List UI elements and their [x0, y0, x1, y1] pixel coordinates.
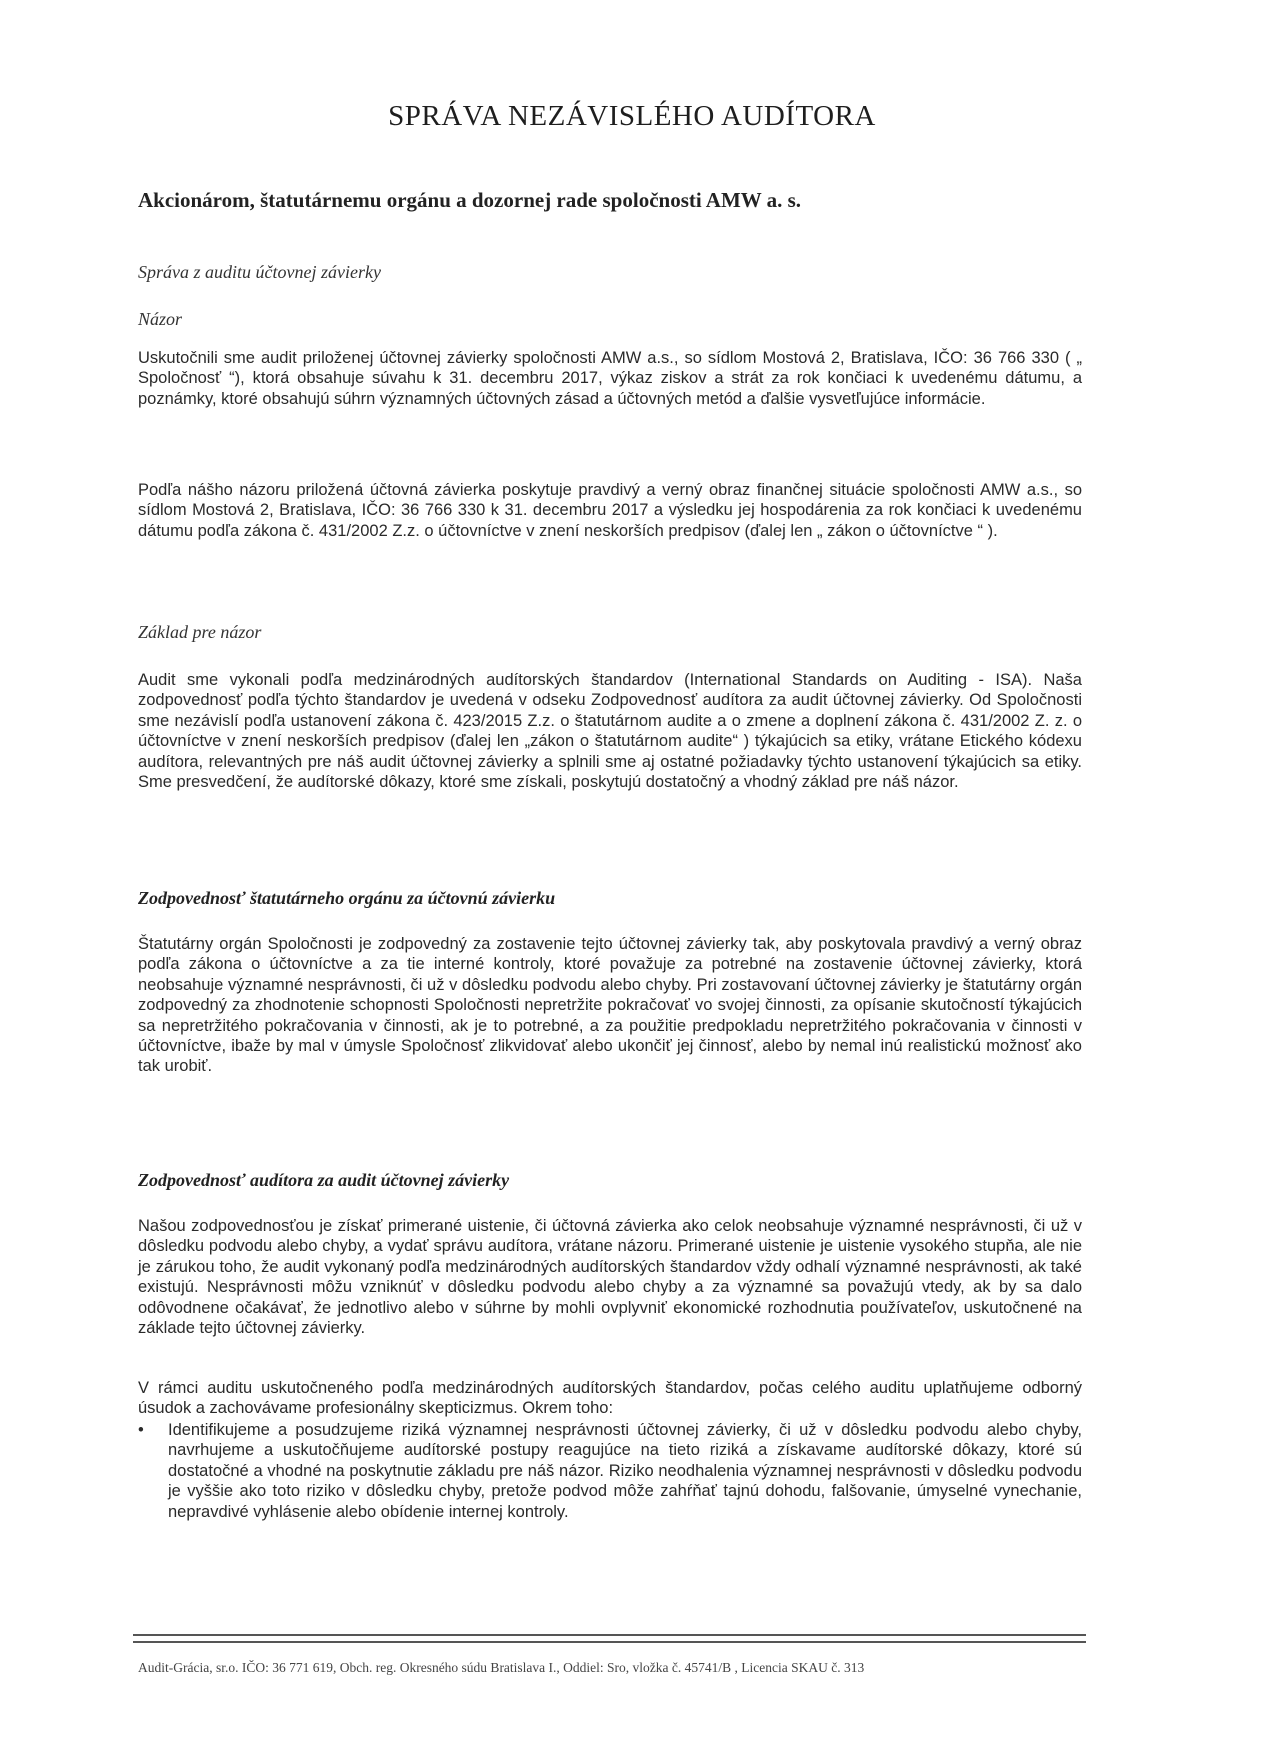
opinion-paragraph-2: Podľa nášho názoru priložená účtovná závierka poskytuje pravdivý a verný obraz finančnej situácie spoločnosti AMW a.s., so sídlom Mostová 2, Bratislava, IČO: 36 766 330 k 31. decembru 2017 a výsledku jej hospodárenia za rok končiaci k uvedenému dátumu podľa zákona č. 431/2002 Z.z. o účtovníctve v znení neskorších predpisov (ďalej len „ zákon o účtovníctve “ ).: [138, 481, 1082, 540]
heading-statutory-responsibility: Zodpovednosť štatutárneho orgánu za účtovnú závierku: [138, 888, 556, 908]
opinion-paragraph-1: Uskutočnili sme audit priloženej účtovnej závierky spoločnosti AMW a.s., so sídlom Mostová 2, Bratislava, IČO: 36 766 330 ( „ Spoločnosť “), ktorá obsahuje súvahu k 31. decembru 2017, výkaz ziskov a strát za rok končiaci k uvedenému dátumu, a poznámky, ktoré obsahujú súhrn významných účtovných zásad a účtovných metód a ďalšie vysvetľujúce informácie.: [138, 349, 1082, 408]
list-item-text: Identifikujeme a posudzujeme riziká významnej nesprávnosti účtovnej závierky, či už v dôsledku podvodu alebo chyby, navrhujeme a uskutočňujeme audítorské postupy reagujúce na tieto riziká a získavame audítorské dôkazy, ktoré sú dostatočné a vhodné na poskytnutie základu pre náš názor. Riziko neodhalenia významnej nesprávnosti v dôsledku podvodu je vyššie ako toto riziko v dôsledku chyby, pretože podvod môže zahŕňať tajnú dohodu, falšovanie, úmyselné vynechanie, nepravdivé vyhlásenie alebo obídenie internej kontroly.: [168, 1421, 1082, 1521]
footer-company-info: Audit-Grácia, sr.o. IČO: 36 771 619, Obch. reg. Okresného súdu Bratislava I., Oddiel: Sro, vložka č. 45741/B , Licencia SKAU č. 313: [138, 1660, 865, 1675]
addressee-line: Akcionárom, štatutárnemu orgánu a dozornej rade spoločnosti AMW a. s.: [138, 188, 802, 212]
heading-report: Správa z auditu účtovnej závierky: [138, 262, 381, 282]
heading-basis: Základ pre názor: [138, 622, 262, 642]
list-item: [138, 1420, 1082, 1522]
auditor-procedures-list: [138, 1420, 1082, 1522]
auditor-paragraph-2: V rámci auditu uskutočneného podľa medzinárodných audítorských štandardov, počas celého auditu uplatňujeme odborný úsudok a zachovávame profesionálny skepticizmus. Okrem toho:: [138, 1379, 1082, 1418]
heading-auditor-responsibility: Zodpovednosť audítora za audit účtovnej závierky: [138, 1170, 510, 1190]
bullet-icon: •: [138, 1421, 144, 1439]
heading-opinion: Názor: [138, 309, 183, 329]
footer-divider: [133, 1634, 1086, 1643]
basis-paragraph: Audit sme vykonali podľa medzinárodných audítorských štandardov (International Standards on Auditing - ISA). Naša zodpovednosť podľa týchto štandardov je uvedená v odseku Zodpovednosť audítora za audit účtovnej závierky. Od Spoločnosti sme nezávislí podľa ustanovení zákona č. 423/2015 Z.z. o štatutárnom audite a o zmene a doplnení zákona č. 431/2002 Z. z. o účtovníctve v znení neskorších predpisov (ďalej len „zákon o štatutárnom audite“ ) týkajúcich sa etiky, vrátane Etického kódexu audítora, relevantných pre náš audit účtovnej závierky a splnili sme aj ostatné požiadavky týchto ustanovení týkajúcich sa etiky. Sme presvedčení, že audítorské dôkazy, ktoré sme získali, poskytujú dostatočný a vhodný základ pre náš názor.: [138, 671, 1082, 792]
document-title: SPRÁVA NEZÁVISLÉHO AUDÍTORA: [388, 100, 876, 132]
auditor-paragraph-1: Našou zodpovednosťou je získať primerané uistenie, či účtovná závierka ako celok neobsahuje významné nesprávnosti, či už v dôsledku podvodu alebo chyby, a vydať správu audítora, vrátane názoru. Primerané uistenie je uistenie vysokého stupňa, ale nie je zárukou toho, že audit vykonaný podľa medzinárodných audítorských štandardov vždy odhalí významné nesprávnosti, ak také existujú. Nesprávnosti môžu vzniknúť v dôsledku podvodu alebo chyby a za významné sa považujú vtedy, ak by sa dalo odôvodnene očakávať, že jednotlivo alebo v súhrne by mohli ovplyvniť ekonomické rozhodnutia používateľov, uskutočnené na základe tejto účtovnej závierky.: [138, 1217, 1082, 1338]
statutory-paragraph: Štatutárny orgán Spoločnosti je zodpovedný za zostavenie tejto účtovnej závierky tak, aby poskytovala pravdivý a verný obraz podľa zákona o účtovníctve a za tie interné kontroly, ktoré považuje za potrebné na zostavenie účtovnej závierky, ktorá neobsahuje významné nesprávnosti, či už v dôsledku podvodu alebo chyby. Pri zostavovaní účtovnej závierky je štatutárny orgán zodpovedný za zhodnotenie schopnosti Spoločnosti nepretržite pokračovať vo svojej činnosti, za opísanie skutočností týkajúcich sa nepretržitého pokračovania v činnosti, ak je to potrebné, a za použitie predpokladu nepretržitého pokračovania v činnosti v účtovníctve, ibažе by mal v úmysle Spoločnosť zlikvidovať alebo ukončiť jej činnosť, alebo by nemal inú realistickú možnosť ako tak urobiť.: [138, 935, 1082, 1076]
